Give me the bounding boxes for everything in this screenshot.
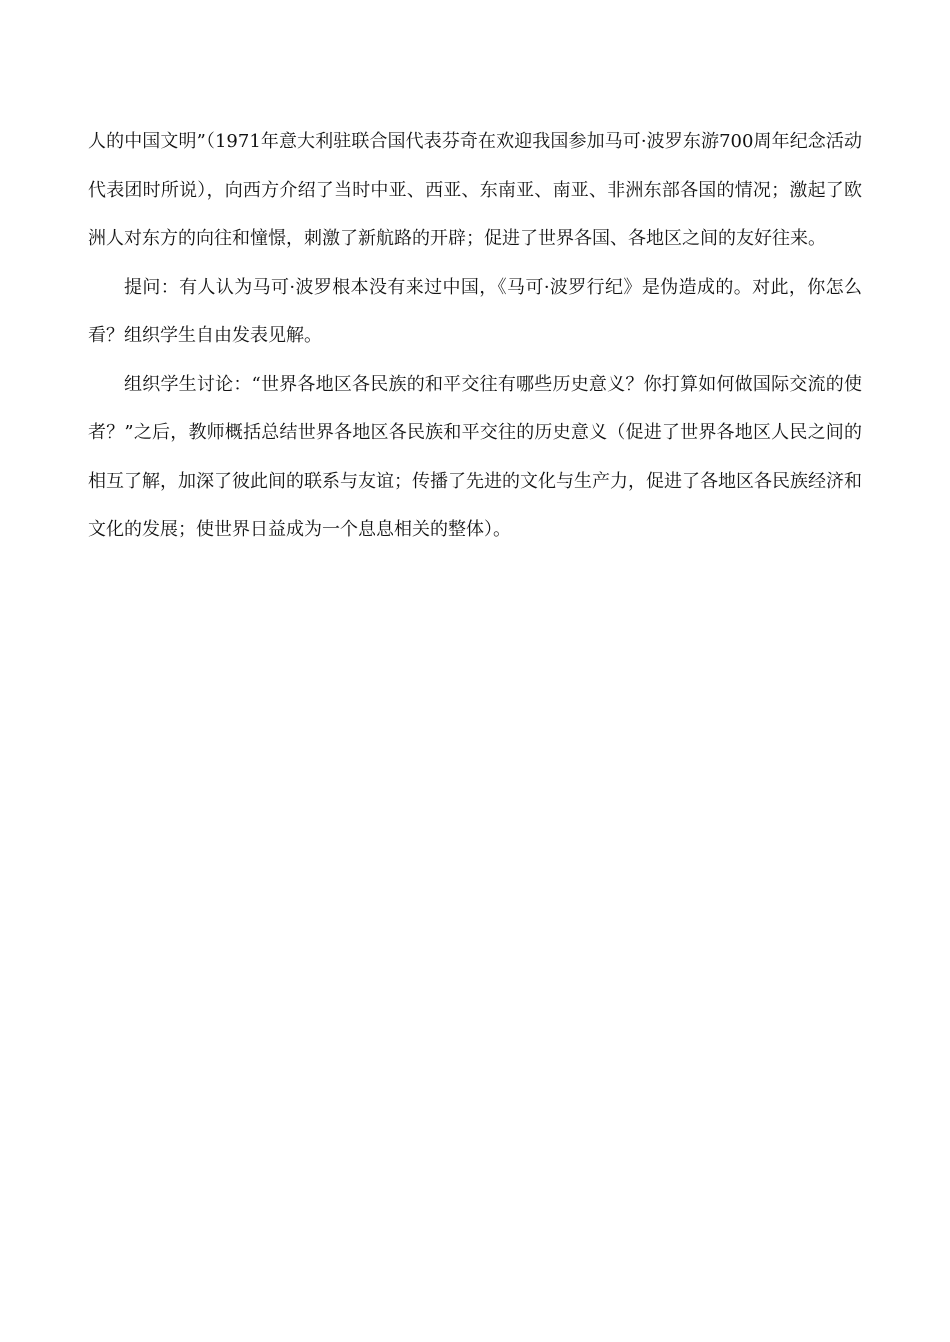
document-body [88,118,862,555]
paragraph-discussion: 组织学生讨论：“世界各地区各民族的和平交往有哪些历史意义？你打算如何做国际交流的使者？”之后，教师概括总结世界各地区各民族和平交往的历史意义（促进了世界各地区人民之间的相互了解，加深了彼此间的联系与友谊；传播了先进的文化与生产力，促进了各地区各民族经济和文化的发展；使世界日益成为一个息息相关的整体）。 [88,373,862,540]
paragraph-continuation: 人的中国文明”（1971年意大利驻联合国代表芬奇在欢迎我国参加马可·波罗东游700周年纪念活动代表团时所说），向西方介绍了当时中亚、西亚、东南亚、南亚、非洲东部各国的情况；激起了欧洲人对东方的向往和憧憬，刺激了新航路的开辟；促进了世界各国、各地区之间的友好往来。 [88,131,862,249]
paragraph-question: 提问：有人认为马可·波罗根本没有来过中国，《马可·波罗行纪》是伪造成的。对此，你怎么看？组织学生自由发表见解。 [88,276,862,346]
